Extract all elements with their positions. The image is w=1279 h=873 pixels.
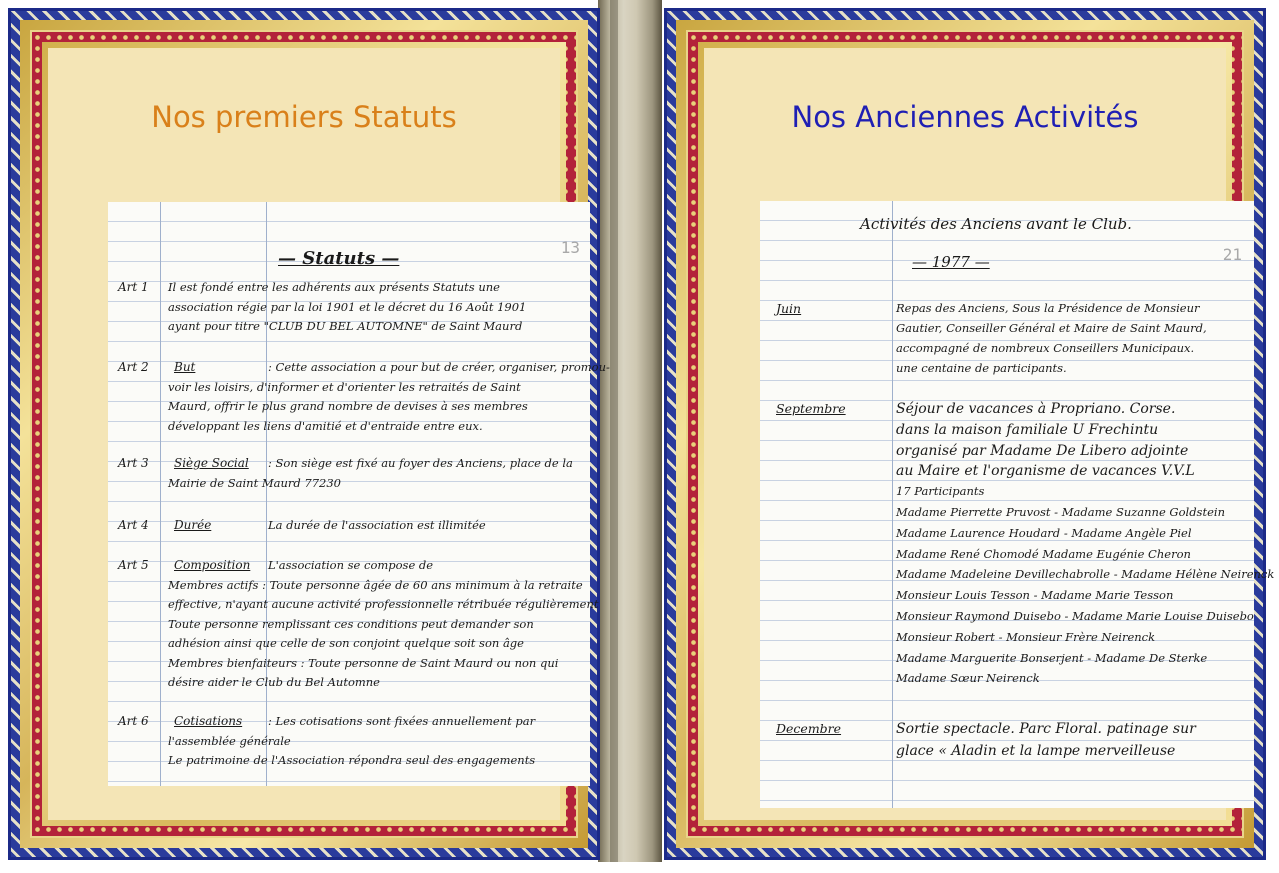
left-panel	[48, 48, 610, 820]
activity-line: au Maire et l'organisme de vacances V.V.L	[896, 463, 1195, 480]
statute-line: La durée de l'association est illimitée	[268, 518, 486, 532]
right-page-frame	[664, 8, 1275, 860]
statute-line: effective, n'ayant aucune activité professionnelle rétribuée régulièrement	[168, 597, 599, 611]
activity-line: 17 Participants	[896, 484, 985, 499]
month-label: Juin	[776, 301, 802, 316]
statute-line: Le patrimoine de l'Association répondra seul des engagements	[168, 753, 536, 767]
page-number: 13	[560, 238, 580, 257]
statute-line: Mairie de Saint Maurd 77230	[168, 475, 341, 490]
activites-scan	[760, 201, 1275, 808]
statute-line: l'assemblée générale	[168, 733, 291, 748]
article-number: Art 1	[118, 280, 149, 294]
right-panel	[704, 48, 1275, 820]
statute-line: : Son siège est fixé au foyer des Anciens, place de la	[268, 456, 573, 470]
article-label: Siège Social	[174, 456, 249, 470]
statute-line: Il est fondé entre les adhérents aux présents Statuts une	[168, 280, 500, 294]
statute-line: ayant pour titre "CLUB DU BEL AUTOMNE" de Saint Maurd	[168, 319, 523, 333]
statute-line: : Les cotisations sont fixées annuellement par	[268, 714, 536, 728]
statute-line: adhésion ainsi que celle de son conjoint quelque soit son âge	[168, 636, 524, 650]
statute-line: Toute personne remplissant ces conditions peut demander son	[168, 616, 534, 631]
activity-line: Monsieur Robert - Monsieur Frère Neirenck	[896, 629, 1156, 644]
statute-line: Maurd, offrir le plus grand nombre de devises à ses membres	[168, 399, 528, 413]
book-spine	[598, 0, 662, 862]
activity-line: Monsieur Raymond Duisebo - Madame Marie Louise Duisebo	[896, 609, 1254, 623]
left-heading: Nos premiers Statuts	[151, 100, 457, 134]
statute-line: voir les loisirs, d'informer et d'orienter les retraités de Saint	[168, 379, 521, 394]
statute-line: association régie par la loi 1901 et le décret du 16 Août 1901	[168, 299, 527, 314]
left-page-frame	[8, 8, 610, 860]
doc-title: Activités des Anciens avant le Club.	[860, 215, 1132, 233]
article-label: Composition	[174, 558, 251, 572]
activity-line: Madame Sœur Neirenck	[896, 671, 1040, 686]
activity-line: accompagné de nombreux Conseillers Municipaux.	[896, 341, 1195, 355]
month-label: Septembre	[776, 401, 846, 416]
article-number: Art 5	[118, 558, 149, 572]
month-label: Decembre	[776, 721, 842, 736]
activity-line: Madame Marguerite Bonserjent - Madame De Sterke	[896, 650, 1208, 665]
spine-shadow	[610, 0, 618, 862]
activity-line: Séjour de vacances à Propriano. Corse.	[896, 401, 1176, 417]
statute-line: développant les liens d'amitié et d'entraide entre eux.	[168, 418, 483, 433]
statuts-scan	[108, 202, 610, 786]
activity-line: Madame Pierrette Pruvost - Madame Suzanne Goldstein	[896, 505, 1225, 519]
statute-line: Membres actifs : Toute personne âgée de 60 ans minimum à la retraite	[168, 577, 583, 592]
activity-line: glace « Aladin et la lampe merveilleuse	[896, 743, 1176, 759]
activity-line: Madame Laurence Houdard - Madame Angèle Piel	[896, 525, 1192, 540]
margin-line	[892, 201, 893, 808]
activity-line: Madame Madeleine Devillechabrolle - Madame Hélène Neirenck	[896, 567, 1275, 582]
activity-line: une centaine de participants.	[896, 361, 1067, 375]
activity-line: Monsieur Louis Tesson - Madame Marie Tesson	[896, 588, 1174, 603]
statute-line: Membres bienfaiteurs : Toute personne de Saint Maurd ou non qui	[168, 655, 559, 670]
article-number: Art 6	[118, 714, 149, 728]
activity-line: dans la maison familiale U Frechintu	[896, 421, 1159, 438]
activity-line: Madame René Chomodé Madame Eugénie Cheron	[896, 546, 1191, 561]
year-title: — 1977 —	[912, 253, 990, 271]
statute-line: L'association se compose de	[268, 558, 434, 572]
activity-line: Repas des Anciens, Sous la Présidence de Monsieur	[896, 301, 1200, 315]
right-heading: Nos Anciennes Activités	[791, 100, 1139, 134]
margin-line	[160, 202, 161, 786]
activity-line: Gautier, Conseiller Général et Maire de Saint Maurd,	[896, 321, 1207, 335]
activity-line: organisé par Madame De Libero adjointe	[896, 442, 1189, 459]
article-label: Cotisations	[174, 714, 243, 728]
article-number: Art 2	[118, 360, 149, 374]
article-label: But	[174, 360, 196, 374]
article-number: Art 4	[118, 518, 149, 532]
article-label: Durée	[174, 518, 212, 532]
statute-line: : Cette association a pour but de créer, organiser, promou-	[268, 360, 610, 374]
page-number: 21	[1222, 245, 1242, 264]
statute-line: désire aider le Club du Bel Automne	[168, 675, 380, 689]
activity-line: Sortie spectacle. Parc Floral. patinage sur	[896, 721, 1196, 737]
article-number: Art 3	[118, 456, 149, 470]
doc-title: — Statuts —	[278, 248, 400, 269]
